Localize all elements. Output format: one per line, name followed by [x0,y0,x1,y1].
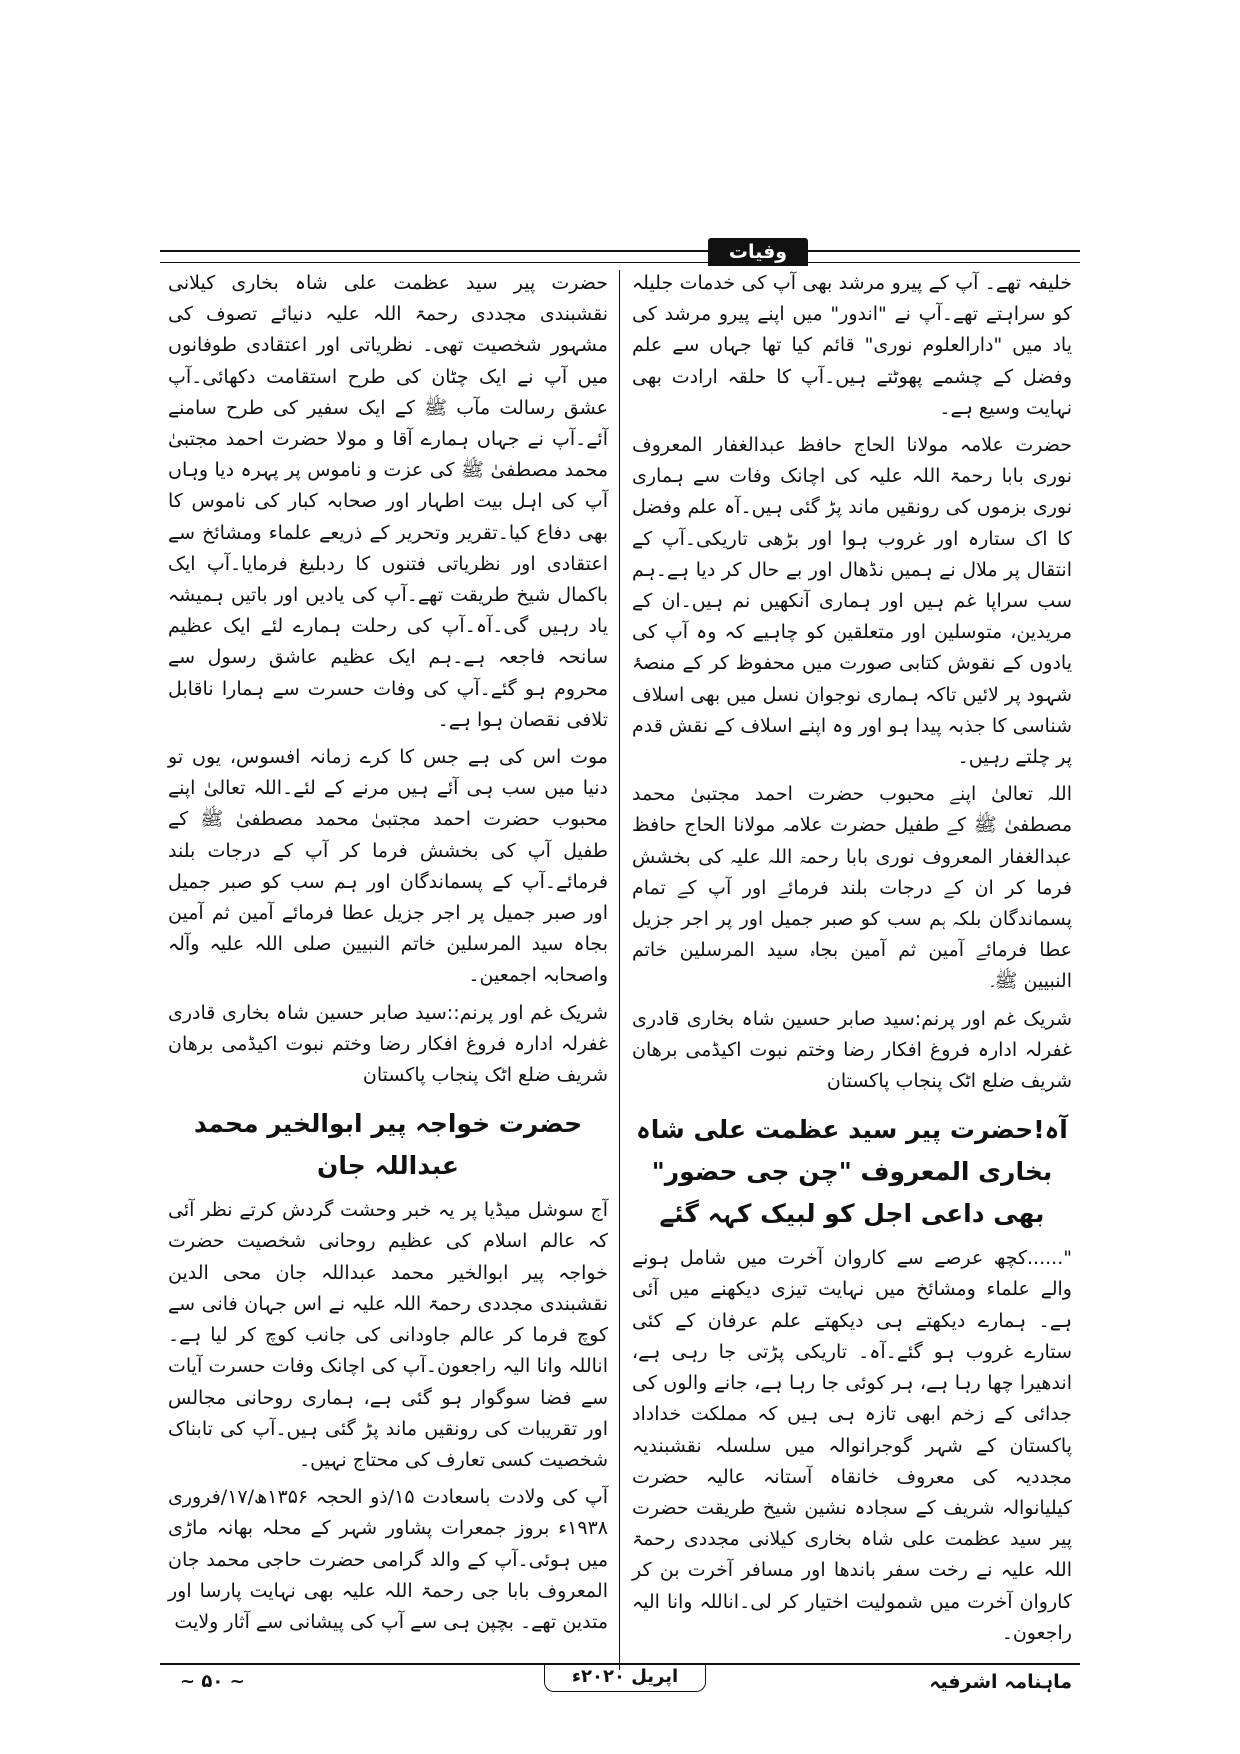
page-footer [160,1663,1080,1703]
right-column [632,268,1072,1655]
paragraph: موت اس کی ہے جس کا کرے زمانہ افسوس، یوں تو دنیا میں سب ہی آئے ہیں مرنے کے لئے۔اللہ تعالیٰ اپنے محبوب حضرت احمد مجتبیٰ محمد مصطفیٰ ﷺ کے طفیل آپ کی بخشش فرما کر آپ کے درجات بلند فرمائے۔آپ کے پسماندگان اور ہم سب کو صبر جمیل اور صبر جمیل پر اجر جزیل عطا فرمائے آمین ثم آمین بجاہ سید المرسلین خاتم النبیین صلی اللہ علیہ وآلہ واصحابہ اجمعین۔ [168,746,608,987]
paragraph: حضرت پیر سید عظمت علی شاہ بخاری کیلانی نقشبندی مجددی رحمۃ اللہ علیہ دنیائے تصوف کی مشہور شخصیت تھی۔ نظریاتی اور اعتقادی طوفانوں میں آپ نے ایک چٹان کی طرح استقامت دکھائی۔آپ عشق رسالت مآب ﷺ کے ایک سفیر کی طرح سامنے آئے۔آپ نے جہاں ہمارے آقا و مولا حضرت احمد مجتبیٰ محمد مصطفیٰ ﷺ کی عزت و ناموس پر پہرہ دیا وہاں آپ کی اہل بیت اطہار اور صحابہ کبار کی ناموس کا بھی دفاع کیا۔تقریر وتحریر کے ذریعے علماء ومشائخ سے اعتقادی اور نظریاتی فتنوں کا ردبلیغ فرمایا۔آپ ایک باکمال شیخ طریقت تھے۔آپ کی یادیں اور باتیں ہمیشہ یاد رہیں گی۔آہ۔آپ کی رحلت ہمارے لئے ایک عظیم سانحہ فاجعہ ہے۔ہم ایک عظیم عاشق رسول سے محروم ہو گئے۔آپ کی وفات حسرت سے ہمارا ناقابل تلافی نقصان ہوا ہے۔ [168,272,608,731]
header-rule-thin [160,262,1080,263]
header-rule [160,250,1080,252]
page-number: ~ ۵۰ ~ [180,1671,245,1692]
paragraph: حضرت علامہ مولانا الحاج حافظ عبدالغفار المعروف نوری بابا رحمۃ اللہ علیہ کی اچانک وفات سے ہماری نوری بزموں کی رونقیں ماند پڑ گئی ہیں۔آہ علم وفضل کا اک ستارہ اور غروب ہوا اور بڑھی تاریکی۔آپ کے انتقال پر ملال نے ہمیں نڈھال اور بے حال کر دیا ہے۔ہم سب سراپا غم ہیں اور ہماری آنکھیں نم ہیں۔ان کے مریدین، متوسلین اور متعلقین کو چاہیے کہ وہ آپ کی یادوں کے نقوش کتابی صورت میں محفوظ کر کے منصۂ شہود پر لائیں تاکہ ہماری نوجوان نسل میں بھی اسلاف شناسی کا جذبہ پیدا ہو اور وہ اپنے اسلاف کے نقش قدم پر چلتے رہیں۔ [632,434,1072,769]
section-header [160,241,1080,268]
issue-date: اپریل ۲۰۲۰ء [544,1663,706,1692]
paragraph: خلیفہ تھے۔ آپ کے پیرو مرشد بھی آپ کی خدمات جلیلہ کو سراہتے تھے۔آپ نے "اندور" میں اپنے پیرو مرشد کی یاد میں "دارالعلوم نوری" قائم کیا تھا جہاں سے علم وفضل کے چشمے پھوٹتے ہیں۔آپ کا حلقہ ارادت بھی نہایت وسیع ہے۔ [632,272,1072,419]
condolence-signature: شریک غم اور پرنم::سید صابر حسین شاہ بخاری قادری غفرلہ ادارہ فروغ افکار رضا وختم نبوت اکیڈمی برھان شریف ضلع اٹک پنجاب پاکستان [168,1001,608,1087]
article-heading: حضرت خواجہ پیر ابوالخیر محمد عبداللہ جان [193,1109,583,1181]
section-title: وفیات [708,238,808,266]
left-column [168,268,608,1644]
paragraph: اللہ تعالیٰ اپنے محبوب حضرت احمد مجتبیٰ محمد مصطفیٰ ﷺ کے طفیل حضرت علامہ مولانا الحاج حافظ عبدالغفار المعروف نوری بابا رحمۃ اللہ علیہ کی بخشش فرما کر ان کے درجات بلند فرمائے اور آپ کے تمام پسماندگان بلکہ ہم سب کو صبر جمیل اور پر اجر جزیل عطا فرمائے آمین ثم آمین بجاہ سید المرسلین خاتم النبیین ﷺ۔ [632,783,1072,993]
paragraph: آج سوشل میڈیا پر یہ خبر وحشت گردش کرتے نظر آئی کہ عالم اسلام کی عظیم روحانی شخصیت حضرت خواجہ پیر ابوالخیر محمد عبداللہ جان محی الدین نقشبندی مجددی رحمۃ اللہ علیہ نے اس جہان فانی سے کوچ فرما کر عالم جاودانی کی جانب کوچ کر لیا ہے۔اناللہ وانا الیہ راجعون۔آپ کی اچانک وفات حسرت آیات سے فضا سوگوار ہو گئی ہے، ہماری روحانی مجالس اور تقریبات کی رونقیں ماند پڑ گئی ہیں۔آپ کی تابناک شخصیت کسی تعارف کی محتاج نہیں۔ [168,1199,608,1471]
condolence-signature: شریک غم اور پرنم:سید صابر حسین شاہ بخاری قادری غفرلہ ادارہ فروغ افکار رضا وختم نبوت اکیڈمی برھان شریف ضلع اٹک پنجاب پاکستان [632,1007,1072,1093]
paragraph: "......کچھ عرصے سے کاروان آخرت میں شامل ہونے والے علماء ومشائخ میں نہایت تیزی دیکھنے میں آئی ہے۔ ہمارے دیکھتے ہی دیکھتے علم عرفان کے کئی ستارے غروب ہو گئے۔آہ۔ تاریکی پڑتی جا رہی ہے، اندھیرا چھا رہا ہے، ہر کوئی جا رہا ہے، جانے والوں کی جدائی کے زخم ابھی تازہ ہی ہیں کہ مملکت خداداد پاکستان کے شہر گوجرانوالہ میں سلسلہ نقشبندیہ مجددیہ کی معروف خانقاہ آستانہ عالیہ حضرت کیلیانوالہ شریف کے سجادہ نشین شیخ طریقت حضرت پیر سید عظمت علی شاہ بخاری کیلانی مجددی رحمۃ اللہ علیہ نے رخت سفر باندھا اور مسافر آخرت بن کر کاروان آخرت میں شمولیت اختیار کر لی۔اناللہ وانا الیہ راجعون۔ [632,1247,1072,1644]
article-heading: آہ!حضرت پیر سید عظمت علی شاہ بخاری المعروف "چن جی حضور" بھی داعی اجل کو لبیک کہہ گئے [636,1115,1068,1229]
column-divider [619,270,620,1670]
paragraph: آپ کی ولادت باسعادت ۱۵/ذو الحجہ ۱۳۵۶ھ/۱۷/فروری ۱۹۳۸ء بروز جمعرات پشاور شہر کے محلہ بھانہ ماڑی میں ہوئی۔آپ کے والد گرامی حضرت حاجی محمد جان المعروف بابا جی رحمۃ اللہ علیہ بھی نہایت پارسا اور متدین تھے۔ بچپن ہی سے آپ کی پیشانی سے آثار ولایت [168,1486,608,1633]
magazine-name: ماہنامہ اشرفیہ [929,1671,1072,1693]
